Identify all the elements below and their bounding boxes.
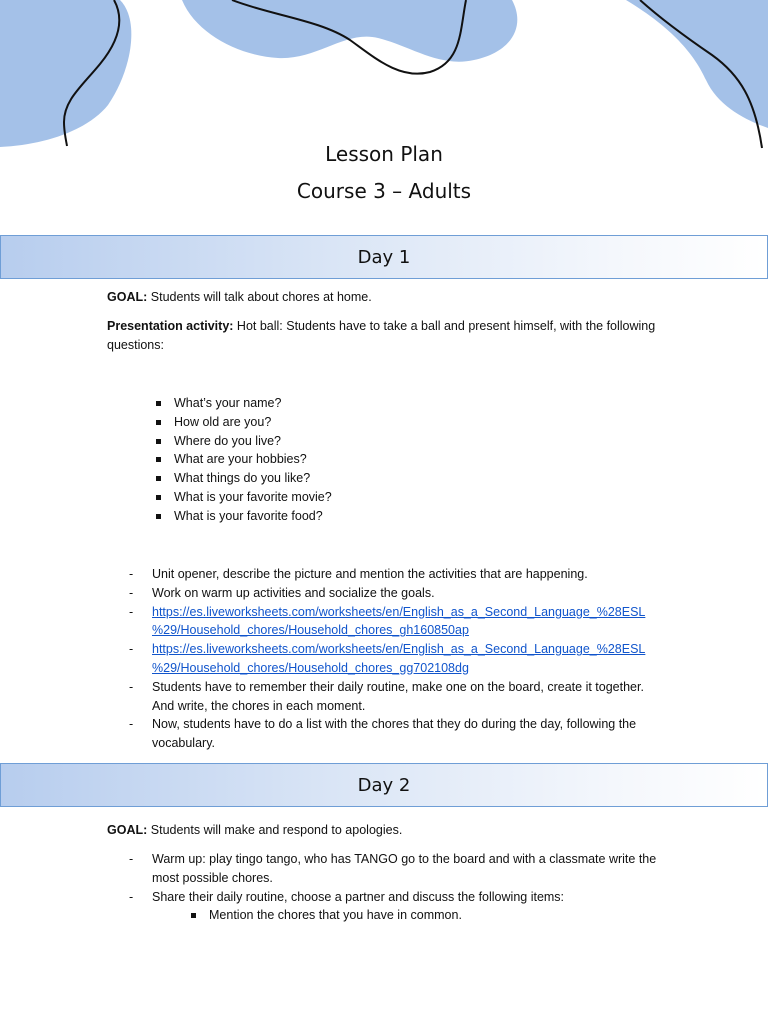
list-item: - Share their daily routine, choose a partner and discuss the following items: bbox=[129, 888, 662, 907]
day-2-activities bbox=[129, 850, 662, 906]
day-2-goal bbox=[107, 821, 667, 840]
list-item: What things do you like? bbox=[152, 469, 332, 488]
list-item: What are your hobbies? bbox=[152, 450, 332, 469]
day-2-sub-items bbox=[187, 906, 462, 925]
worksheet-link-2[interactable]: https://es.liveworksheets.com/worksheets/en/English_as_a_Second_Language_%28ESL %29/Household_chores/Household_chores_gg702108dg bbox=[152, 642, 646, 675]
worksheet-link-1[interactable]: https://es.liveworksheets.com/worksheets/en/English_as_a_Second_Language_%28ESL %29/Household_chores/Household_chores_gh160850ap bbox=[152, 604, 646, 638]
center-blob bbox=[182, 0, 517, 62]
list-item: How old are you? bbox=[152, 413, 332, 432]
list-item: - Now, students have to do a list with the chores that they do during the day, following the vocabulary. bbox=[129, 715, 662, 753]
list-item: What’s your name? bbox=[152, 394, 332, 413]
goal-text: Students will make and respond to apologies. bbox=[147, 823, 403, 837]
goal-text: Students will talk about chores at home. bbox=[147, 290, 372, 304]
list-item: Where do you live? bbox=[152, 432, 332, 451]
day-1-goal bbox=[107, 288, 667, 307]
goal-label: GOAL: bbox=[107, 290, 148, 304]
list-item: What is your favorite food? bbox=[152, 507, 332, 526]
right-blob bbox=[626, 0, 768, 128]
day-2-banner bbox=[0, 763, 768, 807]
list-item: - Warm up: play tingo tango, who has TANGO go to the board and with a classmate write the most possible chores. bbox=[129, 850, 662, 888]
list-item: What is your favorite movie? bbox=[152, 488, 332, 507]
header-decoration bbox=[0, 0, 768, 150]
list-item: - Unit opener, describe the picture and mention the activities that are happening. bbox=[129, 565, 662, 584]
presentation-activity bbox=[107, 317, 667, 355]
left-blob bbox=[0, 0, 131, 147]
day-1-banner bbox=[0, 235, 768, 279]
goal-label: GOAL: bbox=[107, 823, 148, 837]
questions-list bbox=[152, 394, 332, 526]
list-item: - Students have to remember their daily routine, make one on the board, create it together. And write, the chores in each moment. bbox=[129, 678, 662, 716]
presentation-text: Hot ball: Students have to take a ball and present himself, with the following questions: bbox=[107, 319, 656, 352]
list-item: - Work on warm up activities and socialize the goals. bbox=[129, 584, 662, 603]
day-1-activities bbox=[129, 565, 662, 753]
page-title: Lesson Plan bbox=[325, 142, 443, 166]
page-subtitle: Course 3 – Adults bbox=[296, 179, 472, 203]
list-item bbox=[129, 640, 662, 678]
presentation-label: Presentation activity: bbox=[107, 319, 234, 333]
day-1-heading: Day 1 bbox=[357, 246, 411, 268]
list-item: Mention the chores that you have in common. bbox=[187, 906, 462, 925]
list-item bbox=[129, 603, 662, 641]
day-2-heading: Day 2 bbox=[357, 774, 411, 796]
